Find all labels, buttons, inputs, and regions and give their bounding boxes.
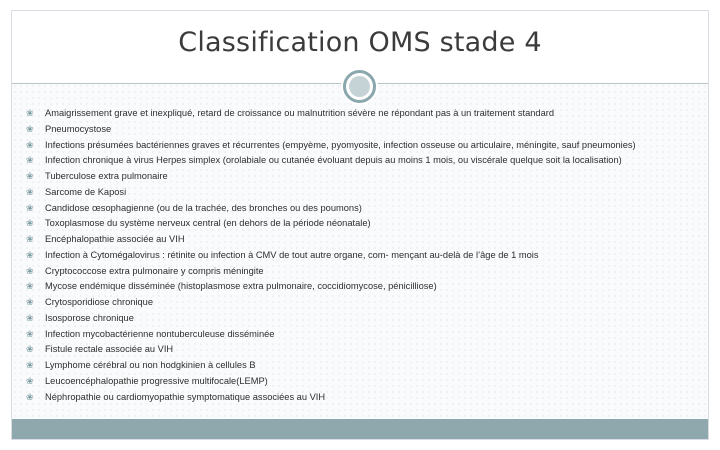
flower-bullet-icon: ❀ (26, 187, 34, 198)
flower-bullet-icon: ❀ (26, 345, 34, 356)
list-item-text: Sarcome de Kaposi (45, 186, 127, 197)
list-item (26, 232, 706, 248)
list-item-text: Crytosporidiose chronique (45, 297, 154, 307)
flower-bullet-icon: ❀ (26, 219, 34, 230)
list-item (26, 311, 706, 327)
flower-bullet-icon: ❀ (26, 203, 34, 214)
list-item (26, 138, 706, 154)
list-item-text: Candidose œsophagienne (ou de la trachée, des bronches ou des poumons) (45, 202, 362, 213)
list-item-text: Néphropathie ou cardiomyopathie symptomatique associées au VIH (45, 391, 326, 402)
list-item-text: Mycose endémique disséminée (histoplasmose extra pulmonaire, coccidiomycose, pénicilliose) (45, 281, 437, 292)
list-item-text: Infection chronique à virus Herpes simplex (orolabiale ou cutanée évoluant depuis au moins 1 mois, ou viscérale quelque soit la localisation) (45, 155, 622, 166)
list-item (26, 264, 706, 280)
flower-bullet-icon: ❀ (26, 109, 34, 119)
list-item-text: Pneumocystose (45, 123, 112, 134)
slide-title: Classification OMS stade 4 (178, 27, 542, 58)
flower-bullet-icon: ❀ (26, 124, 34, 135)
flower-bullet-icon: ❀ (26, 282, 34, 293)
list-item (26, 185, 706, 201)
flower-bullet-icon: ❀ (26, 156, 34, 167)
list-item (26, 201, 706, 217)
list-item-text: Toxoplasmose du système nerveux central (en dehors de la période néonatale) (45, 218, 371, 229)
list-item (26, 169, 706, 185)
list-item (26, 279, 706, 295)
footer-bar (12, 419, 708, 439)
list-item (26, 342, 706, 358)
list-item-text: Infections présumées bactériennes graves et récurrentes (empyème, pyomyosite, infection osseuse ou articulaire, méningite, sauf pneumonies) (45, 139, 636, 150)
flower-bullet-icon: ❀ (26, 250, 34, 261)
list-item (26, 327, 706, 343)
bullet-list (26, 106, 706, 405)
flower-bullet-icon: ❀ (26, 298, 34, 308)
ring-ornament-icon (343, 70, 376, 103)
list-item (26, 153, 706, 169)
list-item (26, 106, 706, 122)
list-item (26, 216, 706, 232)
list-item-text: Cryptococcose extra pulmonaire y compris méningite (45, 265, 264, 276)
list-item-text: Encéphalopathie associée au VIH (45, 234, 185, 244)
list-item-text: Isosporose chronique (45, 312, 134, 323)
flower-bullet-icon: ❀ (26, 172, 34, 182)
slide (11, 10, 709, 440)
list-item (26, 248, 706, 264)
list-item-text: Fistule rectale associée au VIH (45, 344, 174, 355)
list-item-text: Infection à Cytomégalovirus : rétinite ou infection à CMV de tout autre organe, com- mençant au-delà de l’âge de 1 mois (45, 249, 539, 260)
list-item-text: Leucoencéphalopathie progressive multifocale(LEMP) (45, 375, 268, 386)
list-item (26, 374, 706, 390)
list-item-text: Lymphome cérébral ou non hodgkinien à cellules B (45, 360, 256, 370)
list-item-text: Amaigrissement grave et inexpliqué, retard de croissance ou malnutrition sévère ne répondant pas à un traitement standard (45, 108, 555, 118)
flower-bullet-icon: ❀ (26, 235, 34, 245)
flower-bullet-icon: ❀ (26, 376, 34, 387)
list-item (26, 390, 706, 406)
flower-bullet-icon: ❀ (26, 361, 34, 371)
flower-bullet-icon: ❀ (26, 392, 34, 403)
flower-bullet-icon: ❀ (26, 266, 34, 277)
list-item (26, 358, 706, 374)
flower-bullet-icon: ❀ (26, 313, 34, 324)
flower-bullet-icon: ❀ (26, 140, 34, 151)
list-item-text: Infection mycobactérienne nontuberculeuse disséminée (45, 328, 275, 339)
list-item (26, 122, 706, 138)
flower-bullet-icon: ❀ (26, 329, 34, 340)
list-item (26, 295, 706, 311)
list-item-text: Tuberculose extra pulmonaire (45, 171, 168, 181)
